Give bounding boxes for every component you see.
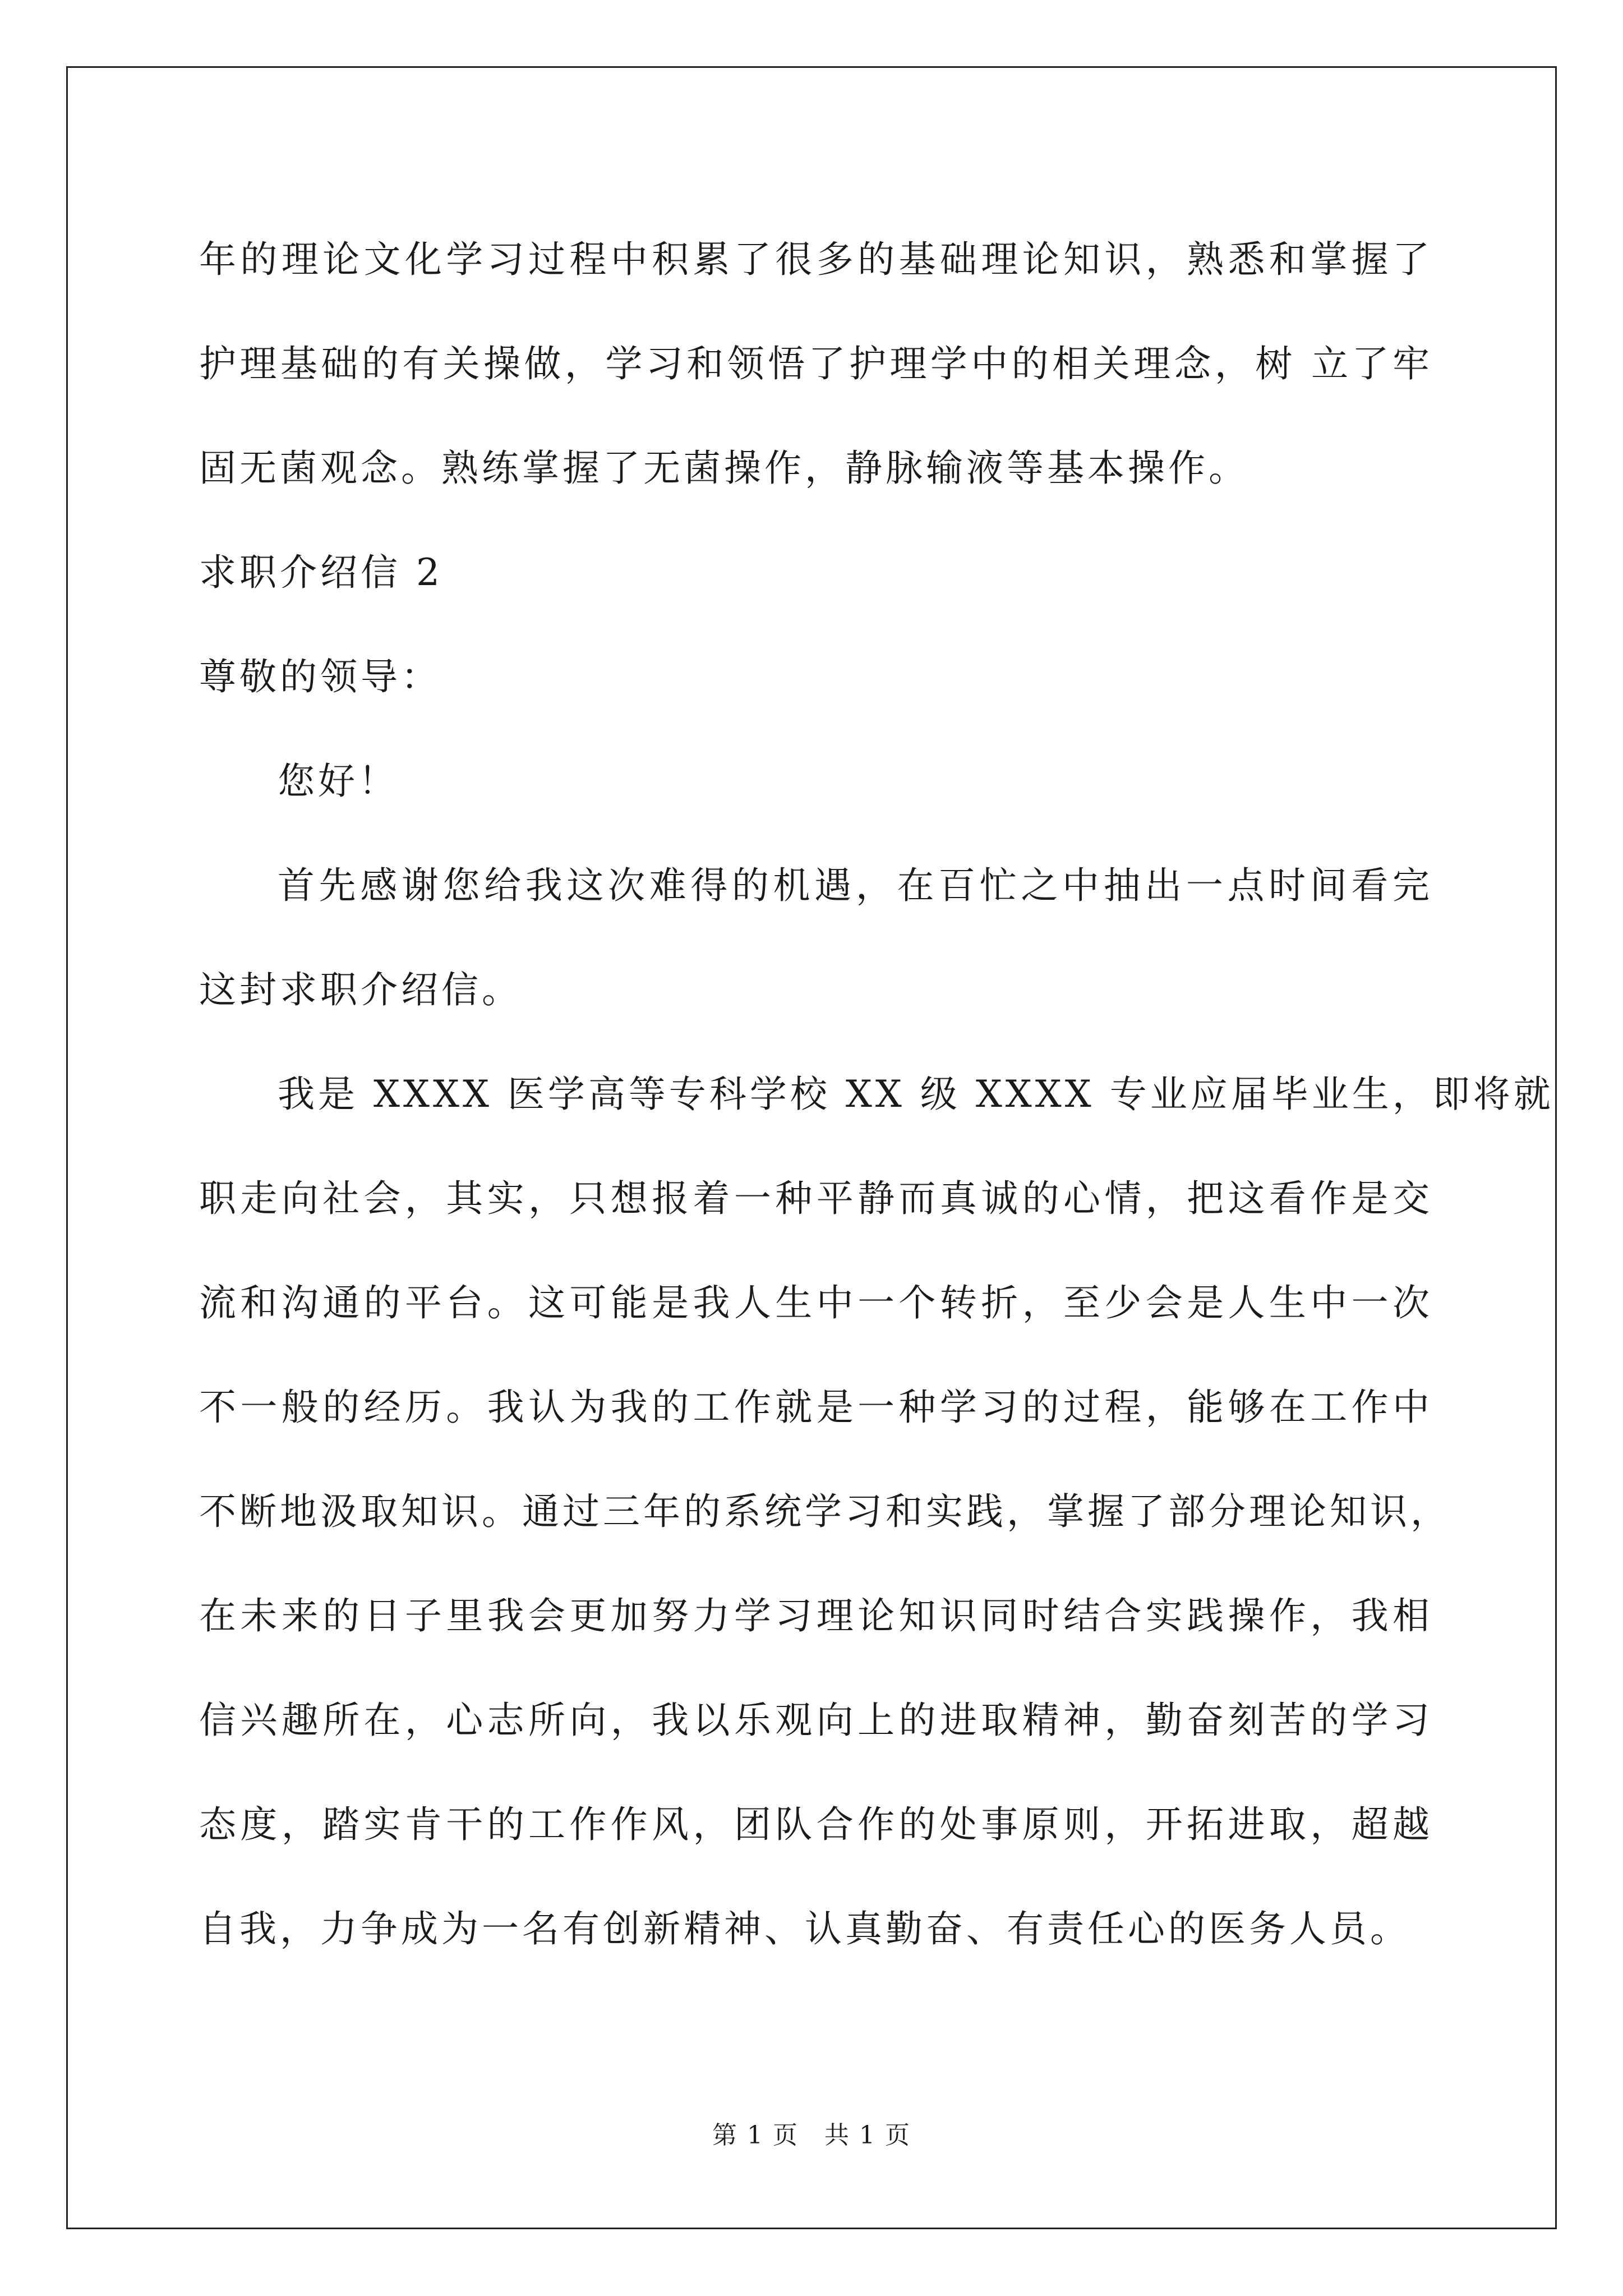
document-body xyxy=(199,208,1554,1981)
text-line: 职走向社会，其实，只想报着一种平静而真诚的心情，把这看作是交 xyxy=(199,1177,1433,1220)
salutation: 尊敬的领导： xyxy=(199,655,441,698)
text-line: 信兴趣所在，心志所向，我以乐观向上的进取精神，勤奋刻苦的学习 xyxy=(199,1699,1433,1742)
text-line: 态度，踏实肯干的工作作风，团队合作的处事原则，开拓进取，超越 xyxy=(199,1803,1433,1846)
text-line: 这封求职介绍信。 xyxy=(199,968,522,1011)
greeting: 您好！ xyxy=(278,760,399,803)
text-line: 护理基础的有关操做，学习和领悟了护理学中的相关理念，树 立了牢 xyxy=(199,342,1433,385)
text-line: 固无菌观念。熟练掌握了无菌操作，静脉输液等基本操作。 xyxy=(199,447,1249,490)
text-line: 在未来的日子里我会更加努力学习理论知识同时结合实践操作，我相 xyxy=(199,1594,1433,1637)
text-line: 不断地汲取知识。通过三年的系统学习和实践，掌握了部分理论知识， xyxy=(199,1490,1451,1533)
text-line: 自我，力争成为一名有创新精神、认真勤奋、有责任心的医务人员。 xyxy=(199,1907,1410,1950)
page-footer: 第 1 页 共 1 页 xyxy=(712,2121,911,2150)
text-line: 不一般的经历。我认为我的工作就是一种学习的过程，能够在工作中 xyxy=(199,1386,1433,1429)
section-heading: 求职介绍信 2 xyxy=(199,551,443,594)
text-line: 我是 XXXX 医学高等专科学校 XX 级 XXXX 专业应届毕业生，即将就 xyxy=(278,1073,1554,1116)
text-line: 流和沟通的平台。这可能是我人生中一个转折，至少会是人生中一次 xyxy=(199,1281,1433,1324)
text-line: 年的理论文化学习过程中积累了很多的基础理论知识，熟悉和掌握了 xyxy=(199,238,1433,281)
text-line: 首先感谢您给我这次难得的机遇，在百忙之中抽出一点时间看完 xyxy=(278,864,1433,907)
